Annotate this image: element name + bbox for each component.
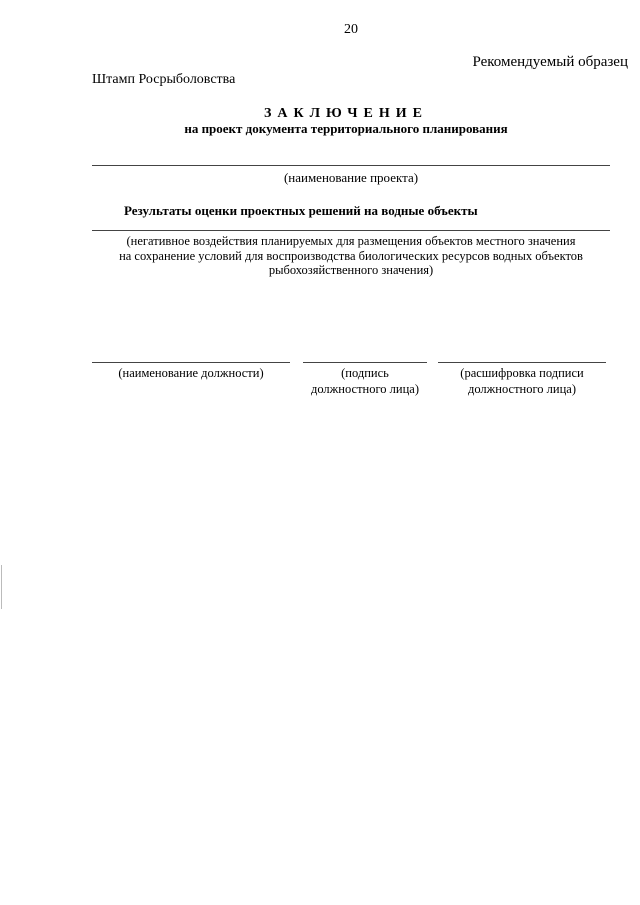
impact-line xyxy=(92,230,610,231)
impact-caption-line-1: (негативное воздействия планируемых для размещения объектов местного значения xyxy=(126,234,576,248)
document-title: ЗАКЛЮЧЕНИЕ xyxy=(263,106,429,121)
project-name-caption: (наименование проекта) xyxy=(283,170,419,185)
signature-line xyxy=(303,362,427,363)
impact-caption xyxy=(92,234,610,278)
project-name-line xyxy=(92,165,610,166)
results-heading: Результаты оценки проектных решений на водные объекты xyxy=(124,203,478,218)
impact-caption-line-3: рыбохозяйственного значения) xyxy=(268,263,434,277)
position-line xyxy=(92,362,290,363)
signature-caption xyxy=(303,366,427,397)
decode-caption-line-2: должностного лица) xyxy=(467,381,577,396)
document-subtitle: на проект документа территориального планирования xyxy=(184,121,508,136)
stamp-label: Штамп Росрыболовства xyxy=(92,72,236,87)
sample-label: Рекомендуемый образец xyxy=(472,54,628,70)
page-number: 20 xyxy=(344,22,358,37)
signature-caption-line-2: должностного лица) xyxy=(310,381,420,396)
decode-caption xyxy=(438,366,606,397)
impact-caption-line-2: на сохранение условий для воспроизводства биологических ресурсов водных объектов xyxy=(119,248,583,263)
scan-edge-mark xyxy=(1,565,2,609)
decode-line xyxy=(438,362,606,363)
decode-caption-line-1: (расшифровка подписи xyxy=(460,366,584,380)
position-caption: (наименование должности) xyxy=(118,366,264,380)
signature-caption-line-1: (подпись xyxy=(341,366,389,380)
